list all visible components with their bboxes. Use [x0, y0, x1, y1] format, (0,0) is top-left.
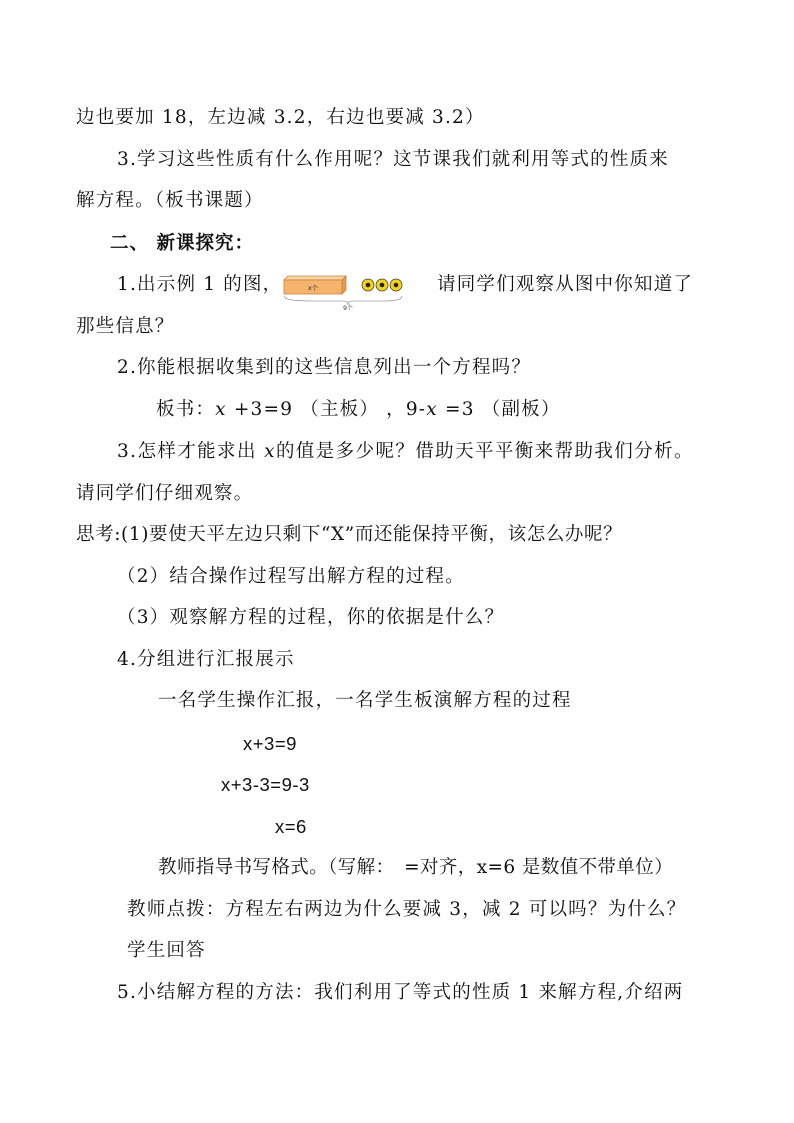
var-x: x	[264, 441, 276, 462]
text-line-5a: 1.出示例 1 的图，	[117, 274, 283, 295]
text-line-12: （2）结合操作过程写出解方程的过程。	[117, 566, 465, 587]
section-heading: 二、 新课探究：	[110, 233, 254, 254]
text-line-11: 思考:(1)要使天平左边只剩下“X”而还能保持平衡，该怎么办呢？	[76, 524, 623, 545]
text-line-1: 边也要加 18，左边减 3.2，右边也要减 3.2）	[76, 107, 485, 128]
main-board-eq: +3=9 （主板） ，9-	[226, 399, 427, 420]
text-span: 的值是多少呢？借助天平平衡来帮助我们分析。	[275, 441, 694, 462]
text-line-9	[117, 440, 694, 464]
bracket-icon	[284, 296, 402, 305]
text-line-15: 一名学生操作汇报，一名学生板演解方程的过程	[158, 690, 572, 711]
sub-board-eq: =3 （副板）	[437, 399, 561, 420]
box-icon	[284, 276, 346, 294]
text-line-14: 4.分组进行汇报展示	[117, 649, 295, 670]
text-span: 3.怎样才能求出	[117, 441, 265, 462]
text-line-5b: 请同学们观察从图中你知道了	[437, 274, 694, 295]
text-line-7: 2.你能根据收集到的这些信息列出一个方程吗？	[117, 357, 532, 378]
var-x: x	[426, 399, 438, 420]
equation-step-2: x+3-3=9-3	[221, 774, 310, 795]
equation-step-1: x+3=9	[243, 733, 297, 754]
example-figure	[282, 271, 412, 311]
equation-step-3: x=6	[275, 816, 307, 837]
box-label: x个	[307, 284, 319, 292]
text-line-18: 学生回答	[127, 940, 206, 961]
text-line-8	[156, 398, 561, 422]
ball-icons	[362, 279, 402, 291]
text-line-19: 5.小结解方程的方法：我们利用了等式的性质 1 来解方程,介绍两	[117, 982, 684, 1003]
var-x: x	[215, 399, 227, 420]
text-line-6: 那些信息？	[76, 316, 175, 337]
text-line-2: 3.学习这些性质有什么作用呢？这节课我们就利用等式的性质来	[117, 149, 669, 170]
board-label: 板书：	[156, 399, 216, 420]
text-line-16: 教师指导书写格式。（写解： =对齐，x=6 是数值不带单位）	[158, 857, 674, 878]
text-line-17: 教师点拨：方程左右两边为什么要减 3，减 2 可以吗？为什么？	[127, 899, 687, 920]
text-line-10: 请同学们仔细观察。	[76, 483, 254, 504]
text-line-13: （3）观察解方程的过程，你的依据是什么？	[117, 607, 505, 628]
bracket-label: 9个	[343, 305, 353, 311]
text-line-3: 解方程。（板书课题）	[76, 190, 264, 211]
